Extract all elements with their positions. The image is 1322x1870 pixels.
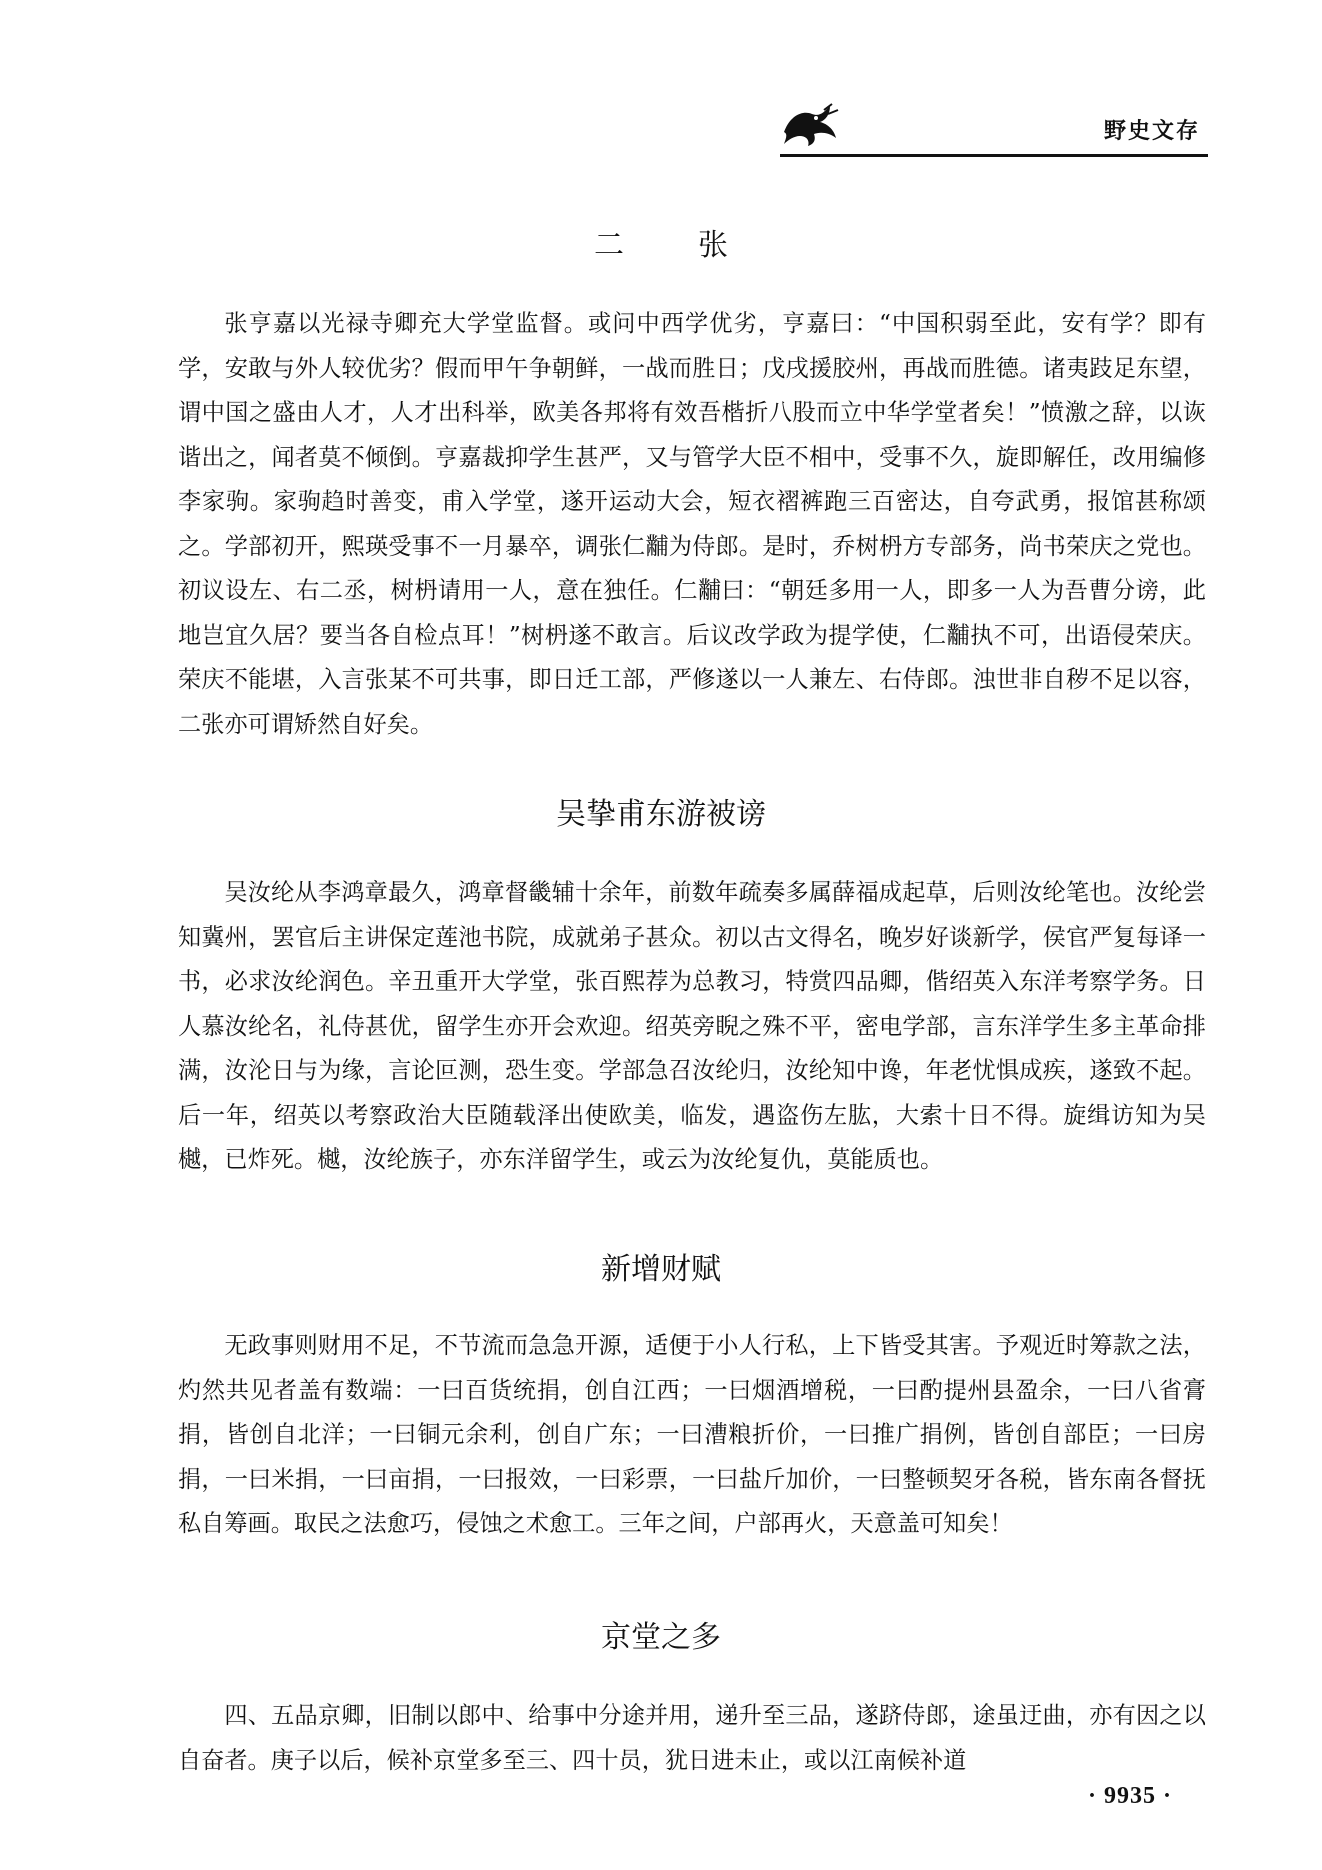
header-rule <box>780 154 1208 157</box>
section-paragraph: 张亨嘉以光禄寺卿充大学堂监督。或问中西学优劣，亨嘉曰：“中国积弱至此，安有学？即有学，安敢与外人较优劣？假而甲午争朝鲜，一战而胜日；戊戌援胶州，再战而胜德。诸夷跂足东望，谓中国之盛由人才，人才出科举，欧美各邦将有效吾楷折八股而立中华学堂者矣！”愤激之辞，以诙谐出之，闻者莫不倾倒。亨嘉裁抑学生甚严，又与管学大臣不相中，受事不久，旋即解任，改用编修李家驹。家驹趋时善变，甫入学堂，遂开运动大会，短衣褶裤跑三百密达，自夸武勇，报馆甚称颂之。学部初开，熙瑛受事不一月暴卒，调张仁黼为侍郎。是时，乔树枬方专部务，尚书荣庆之党也。初议设左、右二丞，树枬请用一人，意在独任。仁黼曰：“朝廷多用一人，即多一人为吾曹分谤，此地岂宜久居？要当各自检点耳！”树枬遂不敢言。后议改学政为提学使，仁黼执不可，出语侵荣庆。荣庆不能堪，入言张某不可共事，即日迁工部，严修遂以一人兼左、右侍郎。浊世非自秽不足以容，二张亦可谓矫然自好矣。 <box>178 310 1206 738</box>
section-paragraph: 吴汝纶从李鸿章最久，鸿章督畿辅十余年，前数年疏奏多属薛福成起草，后则汝纶笔也。汝纶尝知冀州，罢官后主讲保定莲池书院，成就弟子甚众。初以古文得名，晚岁好谈新学，侯官严复每译一书，必求汝纶润色。辛丑重开大学堂，张百熙荐为总教习，特赏四品卿，偕绍英入东洋考察学务。日人慕汝纶名，礼侍甚优，留学生亦开会欢迎。绍英旁睨之殊不平，密电学部，言东洋学生多主革命排满，汝沦日与为缘，言论叵测，恐生变。学部急召汝纶归，汝纶知中谗，年老忧惧成疾，遂致不起。后一年，绍英以考察政治大臣随载泽出使欧美，临发，遇盗伤左肱，大索十日不得。旋缉访知为吴樾，已炸死。樾，汝纶族子，亦东洋留学生，或云为汝纶复仇，莫能质也。 <box>178 879 1206 1173</box>
section-paragraph: 无政事则财用不足，不节流而急急开源，适便于小人行私，上下皆受其害。予观近时筹款之法，灼然共见者盖有数端：一曰百货统捐，创自江西；一曰烟酒增税，一曰酌提州县盈余，一曰八省膏捐，皆创自北洋；一曰铜元余利，创自广东；一曰漕粮折价，一曰推广捐例，皆创自部臣；一曰房捐，一曰米捐，一曰亩捐，一曰报效，一曰彩票，一曰盐斤加价，一曰整顿契牙各税，皆东南各督抚私自筹画。取民之法愈巧，侵蚀之术愈工。三年之间，户部再火，天意盖可知矣！ <box>178 1332 1206 1537</box>
section-title: 二 张 <box>594 228 750 263</box>
section-paragraph: 四、五品京卿，旧制以郎中、给事中分途并用，递升至三品，遂跻侍郎，途虽迂曲，亦有因之以自奋者。庚子以后，候补京堂多至三、四十员，犹日进未止，或以江南候补道 <box>178 1702 1206 1774</box>
section-title: 京堂之多 <box>601 1620 721 1655</box>
section-title: 新增财赋 <box>601 1252 721 1287</box>
dragon-logo-icon <box>780 102 840 148</box>
section-title: 吴挚甫东游被谤 <box>556 797 766 832</box>
series-title: 野史文存 <box>1103 119 1200 144</box>
page-number: · 9935 · <box>1087 1783 1172 1809</box>
running-header <box>780 92 1208 162</box>
